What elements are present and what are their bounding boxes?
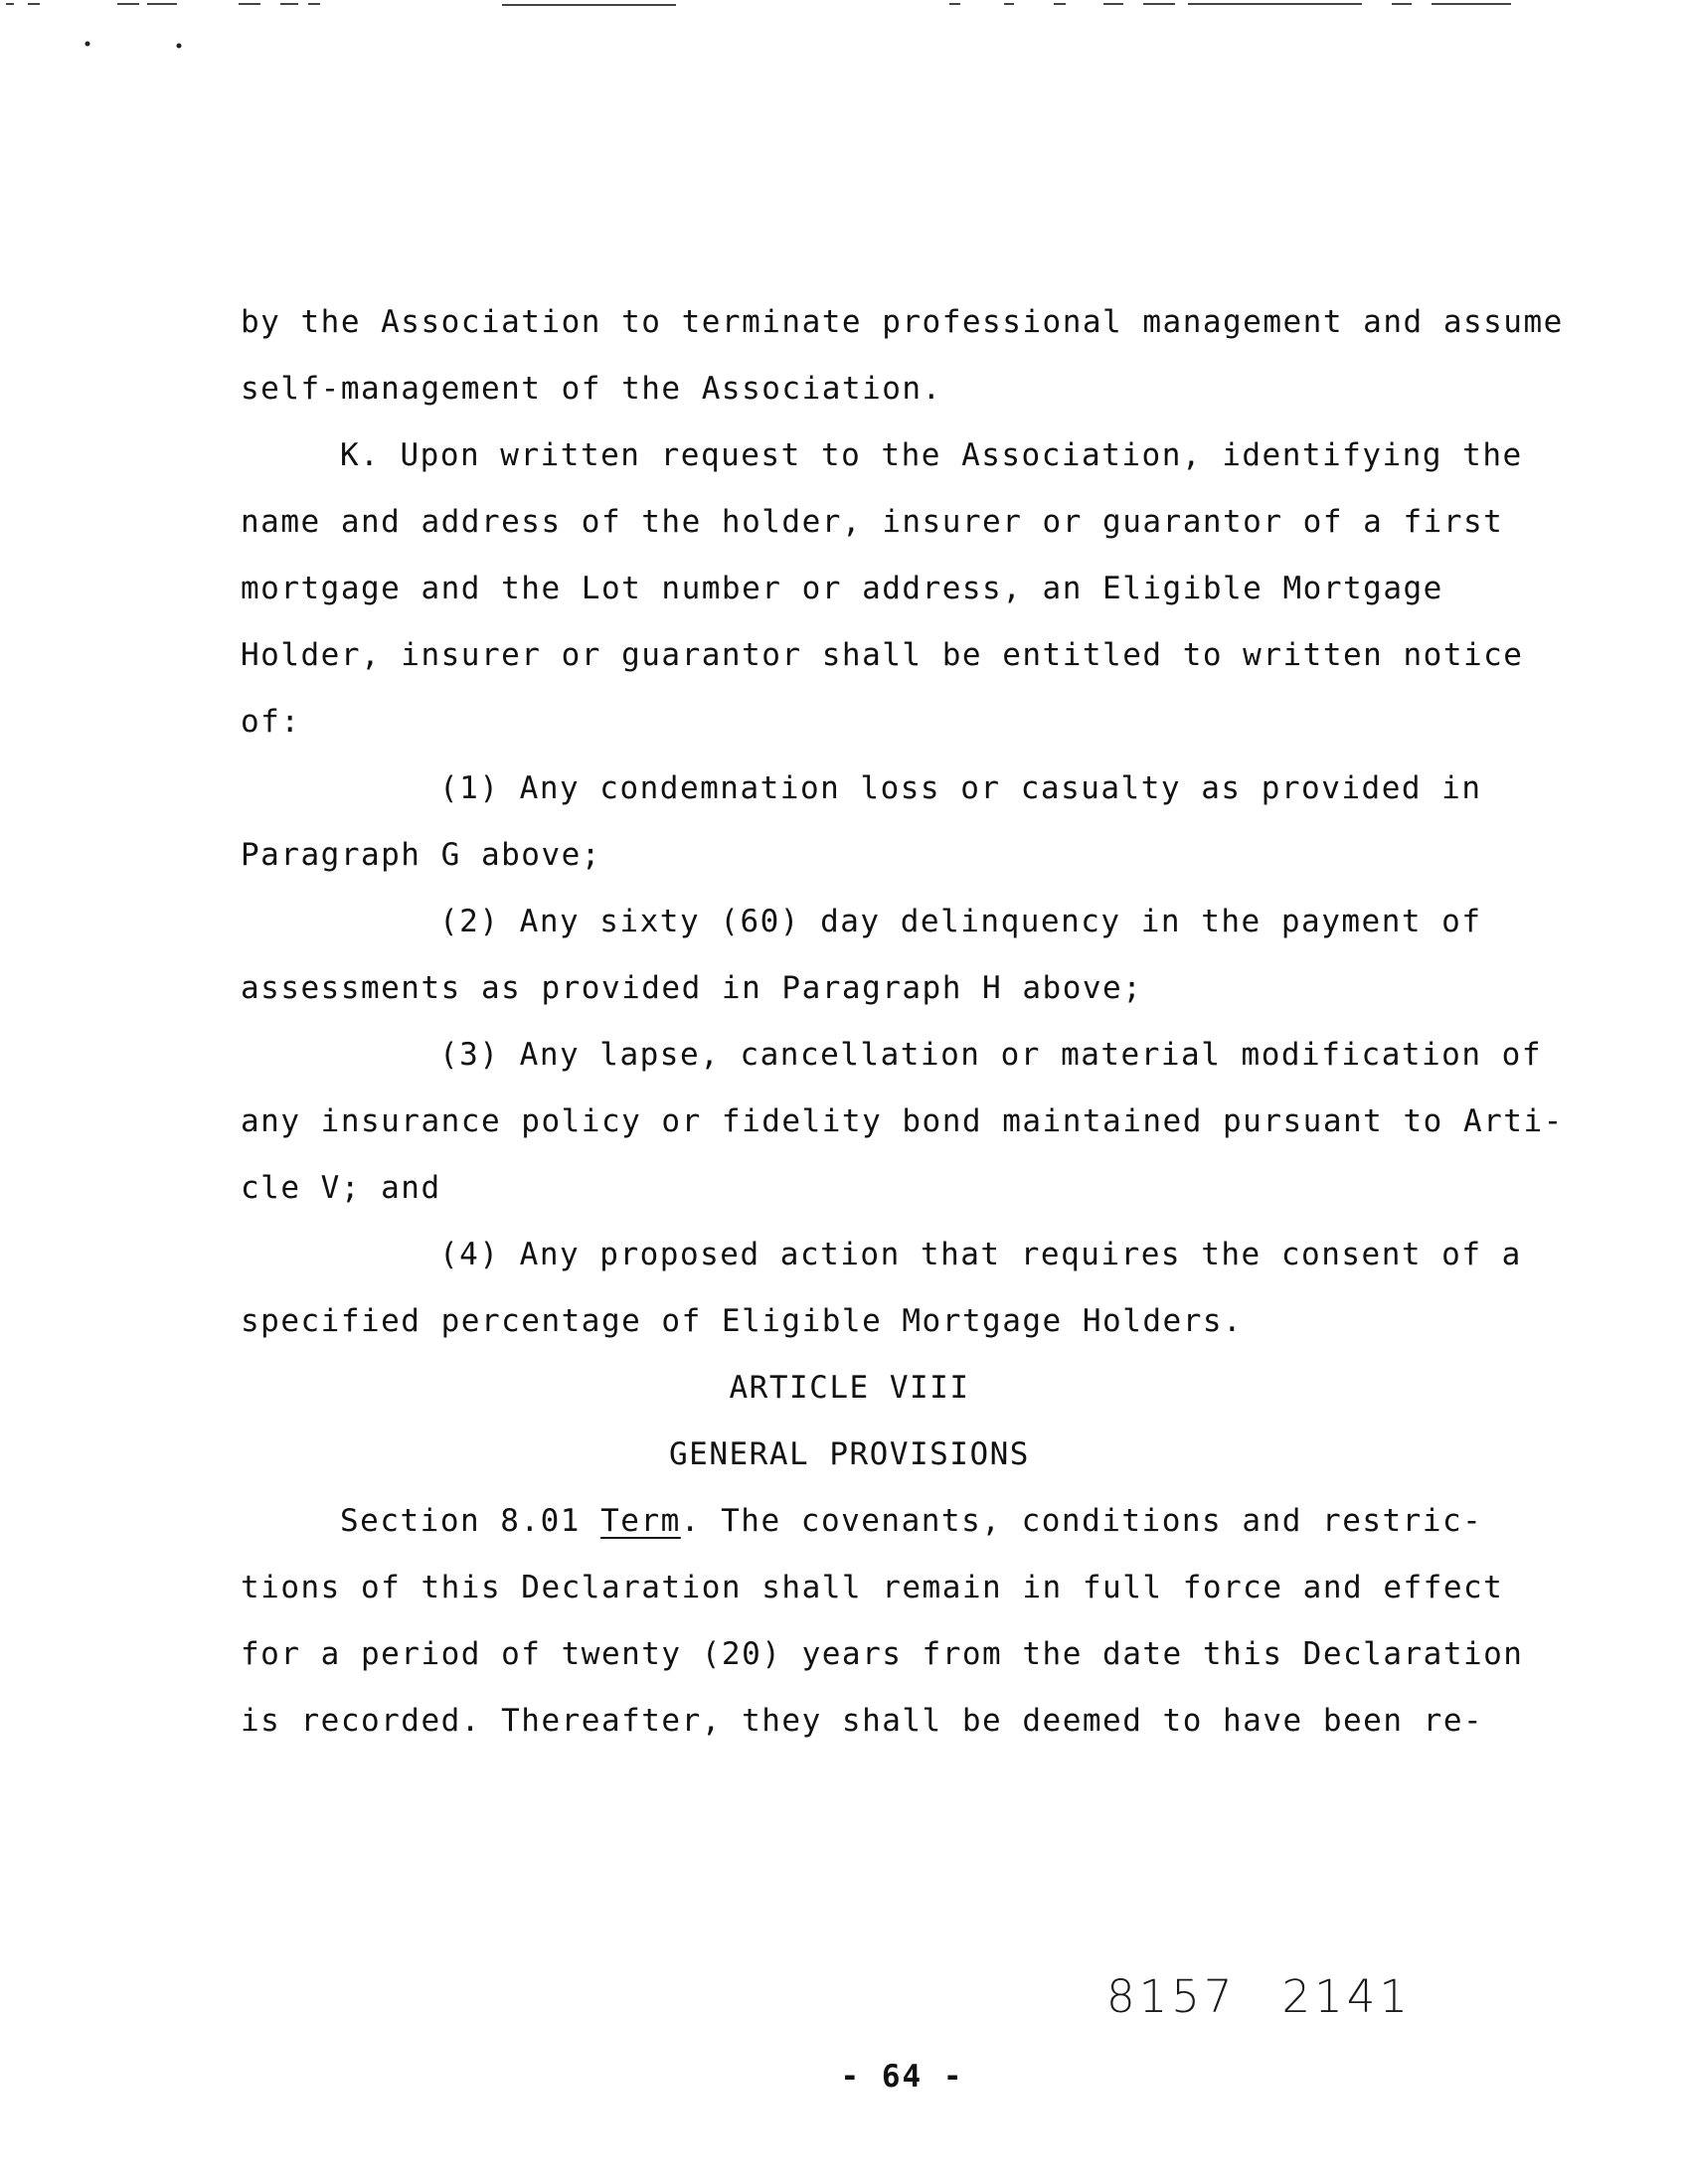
stamp-book-number: 8157 [1106, 1970, 1237, 2023]
text-line: specified percentage of Eligible Mortgage Holders. [241, 1303, 1244, 1339]
text-line: by the Association to terminate professional management and assume [241, 304, 1564, 340]
text-line: is recorded. Thereafter, they shall be deemed to have been re- [241, 1703, 1484, 1739]
scan-artifacts [0, 0, 1686, 60]
text-line: any insurance policy or fidelity bond maintained pursuant to Arti- [241, 1103, 1564, 1139]
page-number: - 64 - [840, 2059, 964, 2095]
list-item-2: (2) Any sixty (60) day delinquency in the payment of [439, 904, 1482, 939]
article-title: GENERAL PROVISIONS [669, 1436, 1030, 1472]
stamp-page-number: 2141 [1281, 1970, 1413, 2023]
text-line: self-management of the Association. [241, 371, 942, 407]
list-item-3: (3) Any lapse, cancellation or material modification of [439, 1037, 1542, 1073]
text-line: Paragraph G above; [241, 837, 601, 873]
paragraph-k-start: K. Upon written request to the Association, identifying the [340, 437, 1523, 473]
text-line: assessments as provided in Paragraph H above; [241, 970, 1143, 1006]
text-line: name and address of the holder, insurer or guarantor of a first [241, 504, 1504, 540]
text-line: for a period of twenty (20) years from the date this Declaration [241, 1636, 1524, 1672]
document-body [241, 289, 1564, 1755]
text-line: cle V; and [241, 1170, 441, 1206]
section-text: . The covenants, conditions and restric- [680, 1503, 1483, 1539]
section-heading: Term [600, 1503, 681, 1539]
text-line: mortgage and the Lot number or address, an Eligible Mortgage [241, 571, 1443, 606]
list-item-1: (1) Any condemnation loss or casualty as provided in [439, 770, 1482, 806]
recording-stamp [1106, 1970, 1412, 2023]
text-line: Holder, insurer or guarantor shall be entitled to written notice [241, 637, 1524, 673]
list-item-4: (4) Any proposed action that requires the consent of a [439, 1237, 1522, 1272]
article-heading: ARTICLE VIII [729, 1370, 970, 1406]
text-line: of: [241, 704, 301, 740]
section-8-01-first-line [241, 1488, 1553, 1555]
text-line: tions of this Declaration shall remain in full force and effect [241, 1570, 1504, 1605]
section-number: Section 8.01 [340, 1503, 581, 1539]
